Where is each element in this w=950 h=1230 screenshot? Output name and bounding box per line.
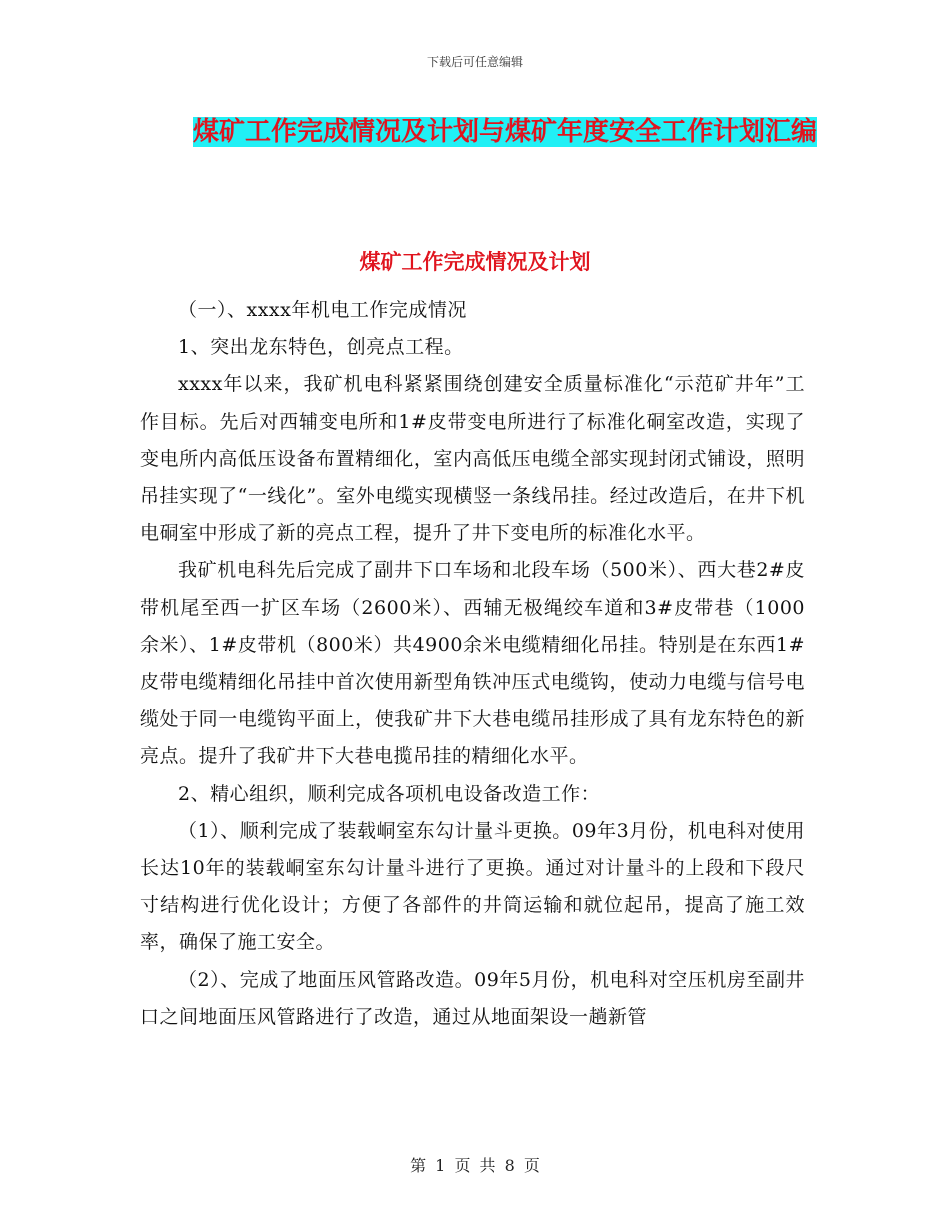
paragraph: （1）、顺利完成了装载峒室东勾计量斗更换。09年3月份，机电科对使用长达10年的装载峒室东勾计量斗进行了更换。通过对计量斗的上段和下段尺寸结构进行优化设计；方便了各部件的井筒运输和就位起吊，提高了施工效率，确保了施工安全。 <box>140 819 805 954</box>
document-title <box>190 110 820 154</box>
paragraph: 我矿机电科先后完成了副井下口车场和北段车场（500米）、西大巷2#皮带机尾至西一扩区车场（2600米）、西辅无极绳绞车道和3#皮带巷（1000余米）、1#皮带机（800米）共4900余米电缆精细化吊挂。特别是在东西1#皮带电缆精细化吊挂中首次使用新型角铁冲压式电缆钩，使动力电缆与信号电缆处于同一电缆钩平面上，使我矿井下大巷电缆吊挂形成了具有龙东特色的新亮点。提升了我矿井下大巷电揽吊挂的精细化水平。 <box>140 559 805 768</box>
section-title: 煤矿工作完成情况及计划 <box>359 250 591 274</box>
page-header: 下载后可任意编辑 <box>426 55 523 69</box>
paragraph: xxxx年以来，我矿机电科紧紧围绕创建安全质量标准化“示范矿井年”工作目标。先后对西辅变电所和1#皮带变电所进行了标准化硐室改造，实现了变电所内高低压设备布置精细化，室内高低压电缆全部实现封闭式铺设，照明吊挂实现了“一线化”。室外电缆实现横竖一条线吊挂。经过改造后，在井下机电硐室中形成了新的亮点工程，提升了井下变电所的标准化水平。 <box>140 373 805 545</box>
document-title-text: 煤矿工作完成情况及计划与煤矿年度安全工作计划汇编 <box>192 117 817 147</box>
paragraph-subheading: 1、突出龙东特色，创亮点工程。 <box>178 336 464 359</box>
document-body <box>140 292 805 1036</box>
page-footer: 第 1 页 共 8 页 <box>410 1156 540 1175</box>
paragraph-subheading: （一）、xxxx年机电工作完成情况 <box>178 299 467 321</box>
paragraph-subheading: 2、精心组织，顺利完成各项机电设备改造工作： <box>178 782 601 805</box>
paragraph: （2）、完成了地面压风管路改造。09年5月份，机电科对空压机房至副井口之间地面压风管路进行了改造，通过从地面架设一趟新管 <box>140 968 805 1028</box>
